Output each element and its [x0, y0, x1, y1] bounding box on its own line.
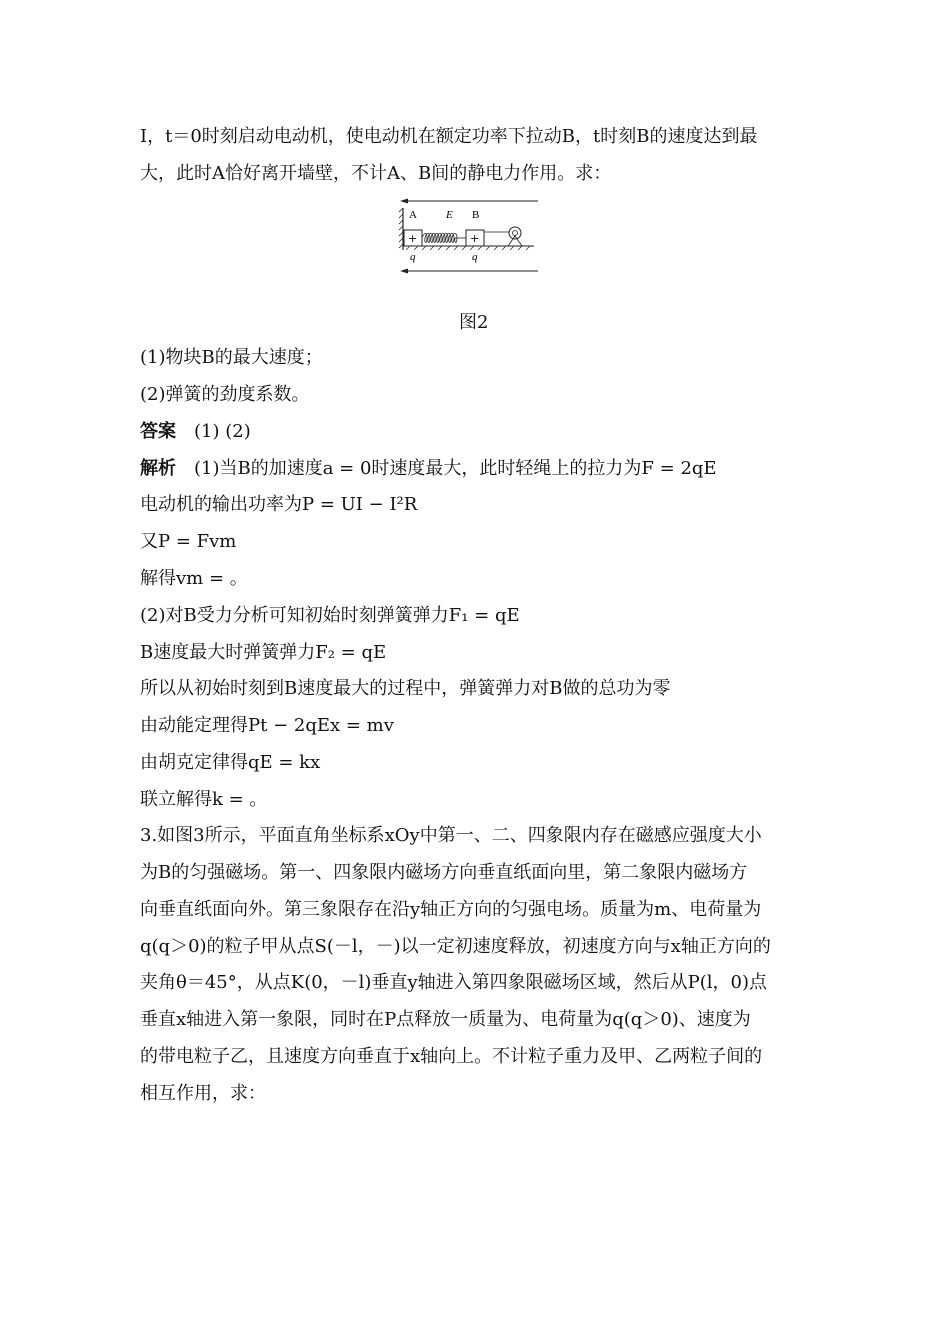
plus-icon: + — [408, 232, 418, 245]
analysis-line: 由动能定理得Pt − 2qEx = mv — [140, 715, 394, 736]
analysis-line: (2)对B受力分析可知初始时刻弹簧弹力F₁ = qE — [140, 605, 520, 626]
label-b: B — [472, 209, 480, 221]
analysis-line: 又P = Fvm — [140, 531, 237, 552]
analysis-line: B速度最大时弹簧弹力F₂ = qE — [140, 642, 387, 663]
problem-3-line: 垂直x轴进入第一象限，同时在P点释放一质量为、电荷量为q(q＞0)、速度为 — [140, 1009, 751, 1030]
arrow-left-icon — [400, 199, 408, 204]
problem-3-line: 的带电粒子乙，且速度方向垂直于x轴向上。不计粒子重力及甲、乙两粒子间的 — [140, 1046, 763, 1067]
problem-3-line: 夹角θ＝45°，从点K(0，－l)垂直y轴进入第四象限磁场区域，然后从P(l，0)点 — [140, 972, 767, 993]
answer-text: (1) (2) — [194, 421, 251, 442]
problem-3-line: 相互作用，求： — [140, 1083, 266, 1104]
analysis-line: 由胡克定律得qE = kx — [140, 752, 321, 773]
figure-caption: 图2 — [459, 312, 489, 333]
label-e: E — [446, 209, 453, 221]
problem-3-line: 为B的匀强磁场。第一、四象限内磁场方向垂直纸面向里，第二象限内磁场方 — [140, 862, 748, 883]
motor-icon — [509, 227, 521, 239]
problem-3-line: 3.如图3所示，平面直角坐标系xOy中第一、二、四象限内存在磁感应强度大小 — [140, 825, 762, 846]
question-2: (2)弹簧的劲度系数。 — [140, 384, 310, 405]
arrow-left-icon — [400, 269, 408, 274]
analysis-line: 解得vm = 。 — [140, 568, 248, 589]
label-q-a: q — [410, 251, 416, 263]
answer-label: 答案 — [140, 421, 176, 442]
text-line: 大，此时A恰好离开墙壁，不计A、B间的静电力作用。求： — [140, 163, 612, 184]
spring — [422, 234, 458, 243]
label-q-b: q — [472, 251, 478, 263]
spring-block-figure — [398, 196, 544, 276]
analysis-line: 所以从初始时刻到B速度最大的过程中，弹簧弹力对B做的总功为零 — [140, 678, 671, 699]
analysis-label: 解析 — [140, 458, 176, 479]
problem-3-line: 向垂直纸面向外。第三象限存在沿y轴正方向的匀强电场。质量为m、电荷量为 — [140, 899, 762, 920]
label-a: A — [409, 209, 417, 221]
analysis-line — [140, 457, 717, 481]
answer-line — [140, 420, 251, 444]
question-1: (1)物块B的最大速度； — [140, 347, 323, 368]
problem-3-line: q(q＞0)的粒子甲从点S(－l，－)以一定初速度释放，初速度方向与x轴正方向的 — [140, 936, 771, 957]
analysis-text: (1)当B的加速度a = 0时速度最大，此时轻绳上的拉力为F = 2qE — [194, 458, 717, 479]
plus-icon: + — [470, 232, 480, 245]
analysis-line: 联立解得k = 。 — [140, 789, 268, 810]
analysis-line: 电动机的输出功率为P = UI − I²R — [140, 494, 418, 515]
text-line: I，t＝0时刻启动电动机，使电动机在额定功率下拉动B，t时刻B的速度达到最 — [140, 126, 758, 147]
